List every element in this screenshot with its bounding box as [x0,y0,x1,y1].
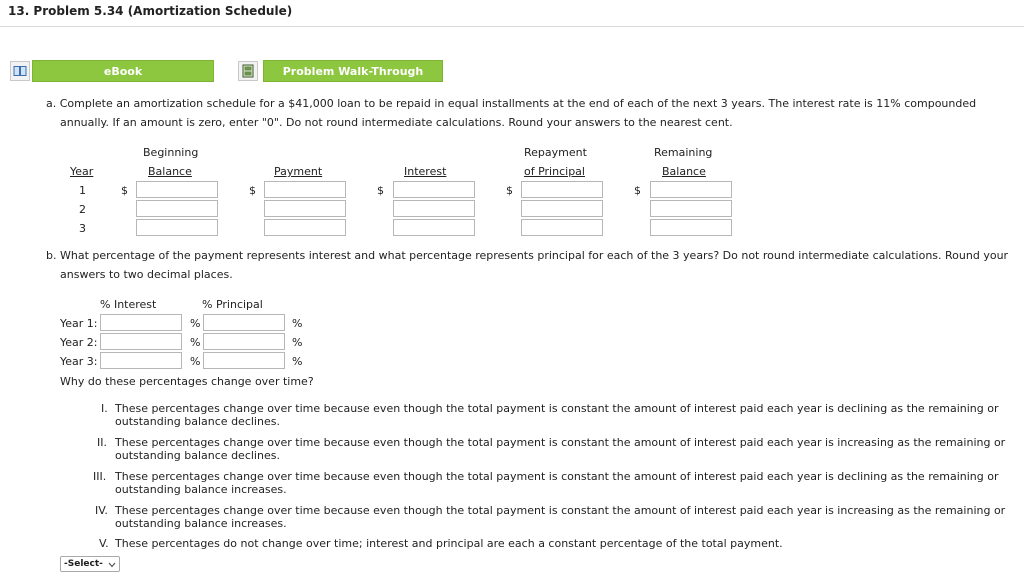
currency-symbol: $ [121,184,128,197]
header-repayment-principal: of Principal [524,165,585,178]
option-text-line1: These percentages change over time because even though the total payment is constant the amount of interest paid each year is increasing as the remaining or [115,504,1006,517]
remaining-balance-input-year2[interactable] [650,200,732,217]
payment-input-year2[interactable] [264,200,346,217]
percent-symbol: % [190,355,201,368]
percent-symbol: % [190,336,201,349]
interest-percent-input-year3[interactable] [100,352,182,369]
answer-select[interactable] [60,556,120,572]
header-beginning: Beginning [143,146,199,159]
currency-symbol: $ [377,184,384,197]
part-b-instructions-line1: b. What percentage of the payment represents interest and what percentage represents principal for each of the 3 years? Do not round intermediate calculations. Round your [46,249,1009,262]
year-label: 3 [79,222,86,235]
percent-symbol: % [190,317,201,330]
header-percent-principal: % Principal [202,298,263,311]
year-row-label: Year 1: [60,317,98,330]
option-iii [93,470,1013,496]
remaining-balance-input-year3[interactable] [650,219,732,236]
principal-repayment-input-year1[interactable] [521,181,603,198]
principal-percent-input-year1[interactable] [203,314,285,331]
option-text-line2: outstanding balance declines. [115,415,280,428]
beginning-balance-input-year2[interactable] [136,200,218,217]
select-value: -Select- [64,559,103,569]
percent-symbol: % [292,336,303,349]
option-number: II. [97,436,107,449]
year-label: 1 [79,184,86,197]
option-number: I. [101,402,108,415]
currency-symbol: $ [506,184,513,197]
option-number: V. [99,537,109,550]
interest-input-year2[interactable] [393,200,475,217]
option-text-line1: These percentages change over time because even though the total payment is constant the amount of interest paid each year is increasing as the remaining or [115,436,1006,449]
beginning-balance-input-year1[interactable] [136,181,218,198]
option-iv [95,504,1013,530]
header-remaining-balance: Balance [662,165,706,178]
currency-symbol: $ [634,184,641,197]
part-b-instructions-line2: answers to two decimal places. [60,268,233,281]
header-year: Year [70,165,94,178]
option-text-line1: These percentages change over time because even though the total payment is constant the amount of interest paid each year is declining as the remaining or [115,470,999,483]
header-payment: Payment [274,165,323,178]
percent-symbol: % [292,355,303,368]
ebook-button[interactable]: eBook [32,60,214,82]
remaining-balance-input-year1[interactable] [650,181,732,198]
header-remaining: Remaining [654,146,713,159]
interest-percent-input-year2[interactable] [100,333,182,350]
option-v [99,537,1013,550]
option-text-line2: outstanding balance increases. [115,483,287,496]
header-interest: Interest [404,165,447,178]
option-i [101,402,1013,428]
option-text-line2: outstanding balance declines. [115,449,280,462]
header-beginning-balance: Balance [148,165,192,178]
option-text-line2: outstanding balance increases. [115,517,287,530]
interest-input-year3[interactable] [393,219,475,236]
header-percent-interest: % Interest [100,298,157,311]
year-row-label: Year 3: [60,355,98,368]
principal-repayment-input-year2[interactable] [521,200,603,217]
payment-input-year1[interactable] [264,181,346,198]
principal-percent-input-year3[interactable] [203,352,285,369]
principal-percent-input-year2[interactable] [203,333,285,350]
option-ii [97,436,1013,462]
interest-input-year1[interactable] [393,181,475,198]
divider [0,26,1024,27]
currency-symbol: $ [249,184,256,197]
problem-walkthrough-button[interactable]: Problem Walk-Through [263,60,443,82]
year-row-label: Year 2: [60,336,98,349]
option-number: IV. [95,504,108,517]
interest-percent-input-year1[interactable] [100,314,182,331]
chevron-down-icon [108,558,116,571]
percent-symbol: % [292,317,303,330]
problem-title: 13. Problem 5.34 (Amortization Schedule) [8,4,293,18]
payment-input-year3[interactable] [264,219,346,236]
principal-repayment-input-year3[interactable] [521,219,603,236]
header-repayment: Repayment [524,146,587,159]
beginning-balance-input-year3[interactable] [136,219,218,236]
part-a-instructions-line2: annually. If an amount is zero, enter "0". Do not round intermediate calculations. Round your answers to the nearest cent. [60,116,733,129]
option-text-line1: These percentages change over time because even though the total payment is constant the amount of interest paid each year is declining as the remaining or [115,402,999,415]
option-text-line1: These percentages do not change over time; interest and principal are each a constant percentage of the total payment. [115,537,783,550]
film-icon[interactable] [238,61,258,81]
book-icon[interactable] [10,61,30,81]
part-a-instructions-line1: a. Complete an amortization schedule for a $41,000 loan to be repaid in equal installments at the end of each of the next 3 years. The interest rate is 11% compounded [46,97,977,110]
option-number: III. [93,470,107,483]
year-label: 2 [79,203,86,216]
percentages-question: Why do these percentages change over time? [60,375,314,388]
